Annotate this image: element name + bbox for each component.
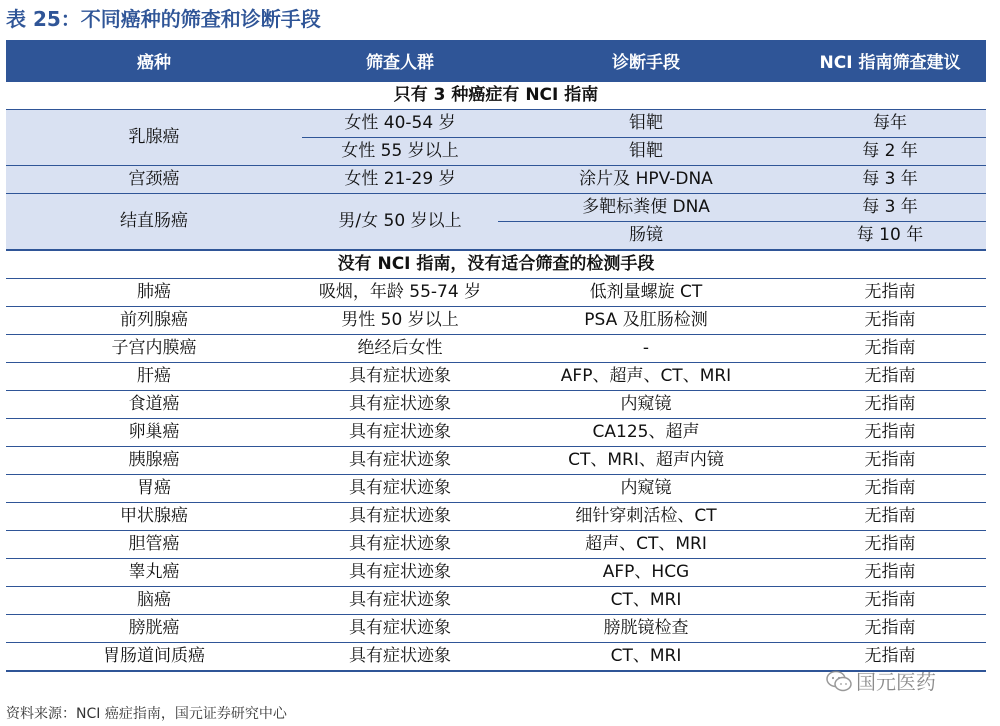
- table-row: [6, 391, 986, 419]
- table-row: [6, 503, 986, 531]
- table-row: [6, 166, 986, 194]
- cell-cancer: 肝癌: [6, 363, 302, 391]
- cell-population: 女性 21-29 岁: [302, 166, 498, 194]
- table-row: [6, 559, 986, 587]
- header-population: 筛查人群: [302, 40, 498, 81]
- cell-cancer: 肺癌: [6, 279, 302, 307]
- cell-cancer: 膀胱癌: [6, 615, 302, 643]
- table-row: [6, 615, 986, 643]
- cell-advice: 无指南: [794, 363, 986, 391]
- cell-method: 涂片及 HPV-DNA: [498, 166, 794, 194]
- cell-population: 具有症状迹象: [302, 531, 498, 559]
- cell-population: 具有症状迹象: [302, 447, 498, 475]
- cell-method: 超声、CT、MRI: [498, 531, 794, 559]
- cell-advice: 无指南: [794, 391, 986, 419]
- cell-cancer: 胆管癌: [6, 531, 302, 559]
- table-row: [6, 307, 986, 335]
- cell-method: AFP、超声、CT、MRI: [498, 363, 794, 391]
- table-row: [6, 475, 986, 503]
- cell-method: 钼靶: [498, 110, 794, 138]
- cell-advice: 每 10 年: [794, 222, 986, 251]
- cell-advice: 无指南: [794, 615, 986, 643]
- cell-population: 具有症状迹象: [302, 643, 498, 672]
- section-label: 只有 3 种癌症有 NCI 指南: [6, 81, 986, 110]
- cell-method: PSA 及肛肠检测: [498, 307, 794, 335]
- cell-method: 低剂量螺旋 CT: [498, 279, 794, 307]
- cell-advice: 无指南: [794, 587, 986, 615]
- cell-advice: 无指南: [794, 531, 986, 559]
- cell-advice: 无指南: [794, 475, 986, 503]
- cell-population: 具有症状迹象: [302, 587, 498, 615]
- cell-advice: 每 2 年: [794, 138, 986, 166]
- table-row: [6, 531, 986, 559]
- cell-advice: 每年: [794, 110, 986, 138]
- header-row: [6, 40, 986, 81]
- cell-method: CA125、超声: [498, 419, 794, 447]
- source-note: 资料来源：NCI 癌症指南，国元证券研究中心: [6, 706, 287, 722]
- section-heading-1: [6, 81, 986, 110]
- cell-cancer: 前列腺癌: [6, 307, 302, 335]
- cell-population: 具有症状迹象: [302, 615, 498, 643]
- cell-population: 具有症状迹象: [302, 363, 498, 391]
- section-heading-2: [6, 250, 986, 279]
- table-title: 表 25：不同癌种的筛查和诊断手段: [6, 7, 321, 31]
- table-row: [6, 363, 986, 391]
- watermark-text: 国元医药: [856, 670, 936, 694]
- cell-advice: 每 3 年: [794, 194, 986, 222]
- cell-population: 女性 55 岁以上: [302, 138, 498, 166]
- cell-cancer: 睾丸癌: [6, 559, 302, 587]
- cell-population: 具有症状迹象: [302, 475, 498, 503]
- table-row: [6, 194, 986, 222]
- watermark: [826, 666, 936, 695]
- cell-advice: 无指南: [794, 307, 986, 335]
- table-row: [6, 279, 986, 307]
- cell-population: 吸烟，年龄 55-74 岁: [302, 279, 498, 307]
- cell-cancer: 脑癌: [6, 587, 302, 615]
- cell-method: 内窥镜: [498, 475, 794, 503]
- cell-cancer: 食道癌: [6, 391, 302, 419]
- table-row: [6, 335, 986, 363]
- cell-method: 膀胱镜检查: [498, 615, 794, 643]
- cell-cancer: 胰腺癌: [6, 447, 302, 475]
- cell-advice: 无指南: [794, 447, 986, 475]
- cell-population: 具有症状迹象: [302, 419, 498, 447]
- cell-method: 钼靶: [498, 138, 794, 166]
- table-row: [6, 110, 986, 138]
- cell-advice: 无指南: [794, 643, 986, 672]
- cell-population: 男/女 50 岁以上: [302, 194, 498, 251]
- cell-advice: 无指南: [794, 559, 986, 587]
- table-row: [6, 419, 986, 447]
- cell-method: AFP、HCG: [498, 559, 794, 587]
- cell-advice: 无指南: [794, 419, 986, 447]
- wechat-icon: [826, 670, 852, 692]
- cell-method: CT、MRI: [498, 643, 794, 672]
- cell-population: 具有症状迹象: [302, 503, 498, 531]
- header-cancer: 癌种: [6, 40, 302, 81]
- cell-population: 绝经后女性: [302, 335, 498, 363]
- cell-cancer: 宫颈癌: [6, 166, 302, 194]
- table-row: [6, 447, 986, 475]
- header-method: 诊断手段: [498, 40, 794, 81]
- cell-cancer: 乳腺癌: [6, 110, 302, 166]
- cell-population: 女性 40-54 岁: [302, 110, 498, 138]
- screening-table: [6, 40, 986, 672]
- cell-advice: 每 3 年: [794, 166, 986, 194]
- cell-population: 具有症状迹象: [302, 559, 498, 587]
- cell-method: 内窥镜: [498, 391, 794, 419]
- cell-population: 具有症状迹象: [302, 391, 498, 419]
- cell-advice: 无指南: [794, 279, 986, 307]
- cell-advice: 无指南: [794, 335, 986, 363]
- cell-advice: 无指南: [794, 503, 986, 531]
- cell-cancer: 结直肠癌: [6, 194, 302, 251]
- cell-cancer: 子宫内膜癌: [6, 335, 302, 363]
- cell-method: CT、MRI: [498, 587, 794, 615]
- cell-cancer: 卵巢癌: [6, 419, 302, 447]
- cell-method: -: [498, 335, 794, 363]
- cell-method: 肠镜: [498, 222, 794, 251]
- cell-cancer: 胃癌: [6, 475, 302, 503]
- cell-method: CT、MRI、超声内镜: [498, 447, 794, 475]
- header-advice: NCI 指南筛查建议: [794, 40, 986, 81]
- cell-cancer: 甲状腺癌: [6, 503, 302, 531]
- table-row: [6, 587, 986, 615]
- section-label: 没有 NCI 指南，没有适合筛查的检测手段: [6, 250, 986, 279]
- group2-rows: [6, 279, 986, 672]
- cell-method: 细针穿刺活检、CT: [498, 503, 794, 531]
- cell-population: 男性 50 岁以上: [302, 307, 498, 335]
- cell-cancer: 胃肠道间质癌: [6, 643, 302, 672]
- cell-method: 多靶标粪便 DNA: [498, 194, 794, 222]
